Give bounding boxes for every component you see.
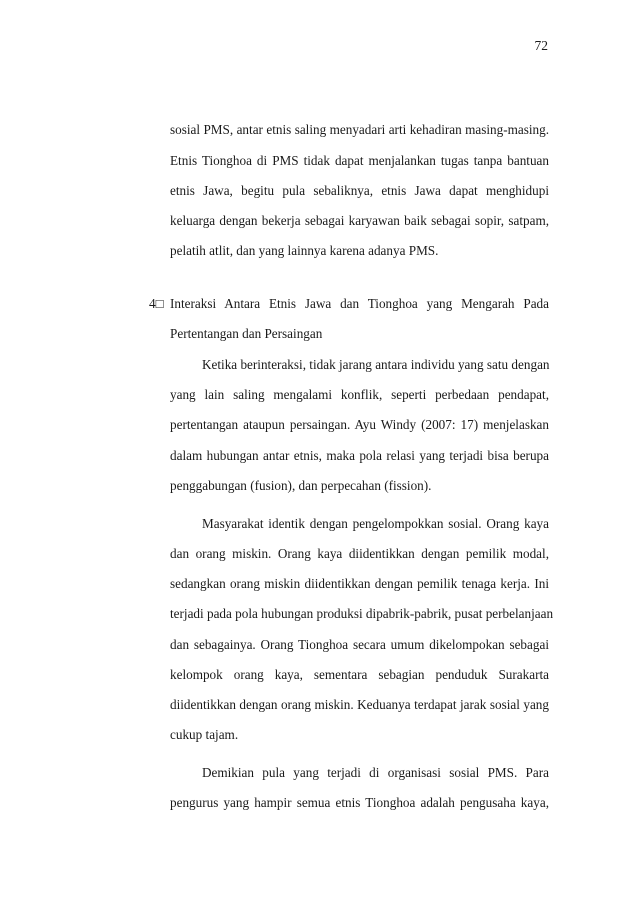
text-line: pengurus yang hampir semua etnis Tionghoa adalah pengusaha kaya, [170,795,549,810]
text-line: sosial PMS, antar etnis saling menyadari arti kehadiran masing-masing. [170,122,549,137]
text-line: Masyarakat identik dengan pengelompokkan sosial. Orang kaya [202,516,549,531]
text-line: terjadi pada pola hubungan produksi dipabrik-pabrik, pusat perbelanjaan [170,606,554,621]
text-line: dalam hubungan antar etnis, maka pola relasi yang terjadi bisa berupa [170,448,549,463]
text-line: etnis Jawa, begitu pula sebaliknya, etnis Jawa dapat menghidupi [170,183,549,198]
section-number: 4□ [149,296,164,311]
text-line: yang lain saling mengalami konflik, seperti perbedaan pendapat, [170,387,549,402]
heading-line: Interaksi Antara Etnis Jawa dan Tionghoa yang Mengarah Pada [170,296,549,311]
heading-line: Pertentangan dan Persaingan [170,326,323,341]
text-line: pertentangan ataupun persaingan. Ayu Windy (2007: 17) menjelaskan [170,417,549,432]
text-line: Etnis Tionghoa di PMS tidak dapat menjalankan tugas tanpa bantuan [170,153,549,168]
text-line: Ketika berinteraksi, tidak jarang antara individu yang satu dengan [202,357,550,372]
text-line: pelatih atlit, dan yang lainnya karena adanya PMS. [170,243,439,258]
text-line: sedangkan orang miskin diidentikkan dengan pemilik tenaga kerja. Ini [170,576,549,591]
page-number: 72 [534,38,548,53]
text-line: kelompok orang kaya, sementara sebagian penduduk Surakarta [170,667,549,682]
text-line: dan orang miskin. Orang kaya diidentikkan dengan pemilik modal, [170,546,549,561]
text-line: keluarga dengan bekerja sebagai karyawan baik sebagai sopir, satpam, [170,213,549,228]
text-line: penggabungan (fusion), dan perpecahan (fission). [170,478,432,493]
text-line: diidentikkan dengan orang miskin. Keduanya terdapat jarak sosial yang [170,697,549,712]
text-line: dan sebagainya. Orang Tionghoa secara umum dikelompokan sebagai [170,637,549,652]
text-line: Demikian pula yang terjadi di organisasi sosial PMS. Para [202,765,549,780]
text-line: cukup tajam. [170,727,239,742]
